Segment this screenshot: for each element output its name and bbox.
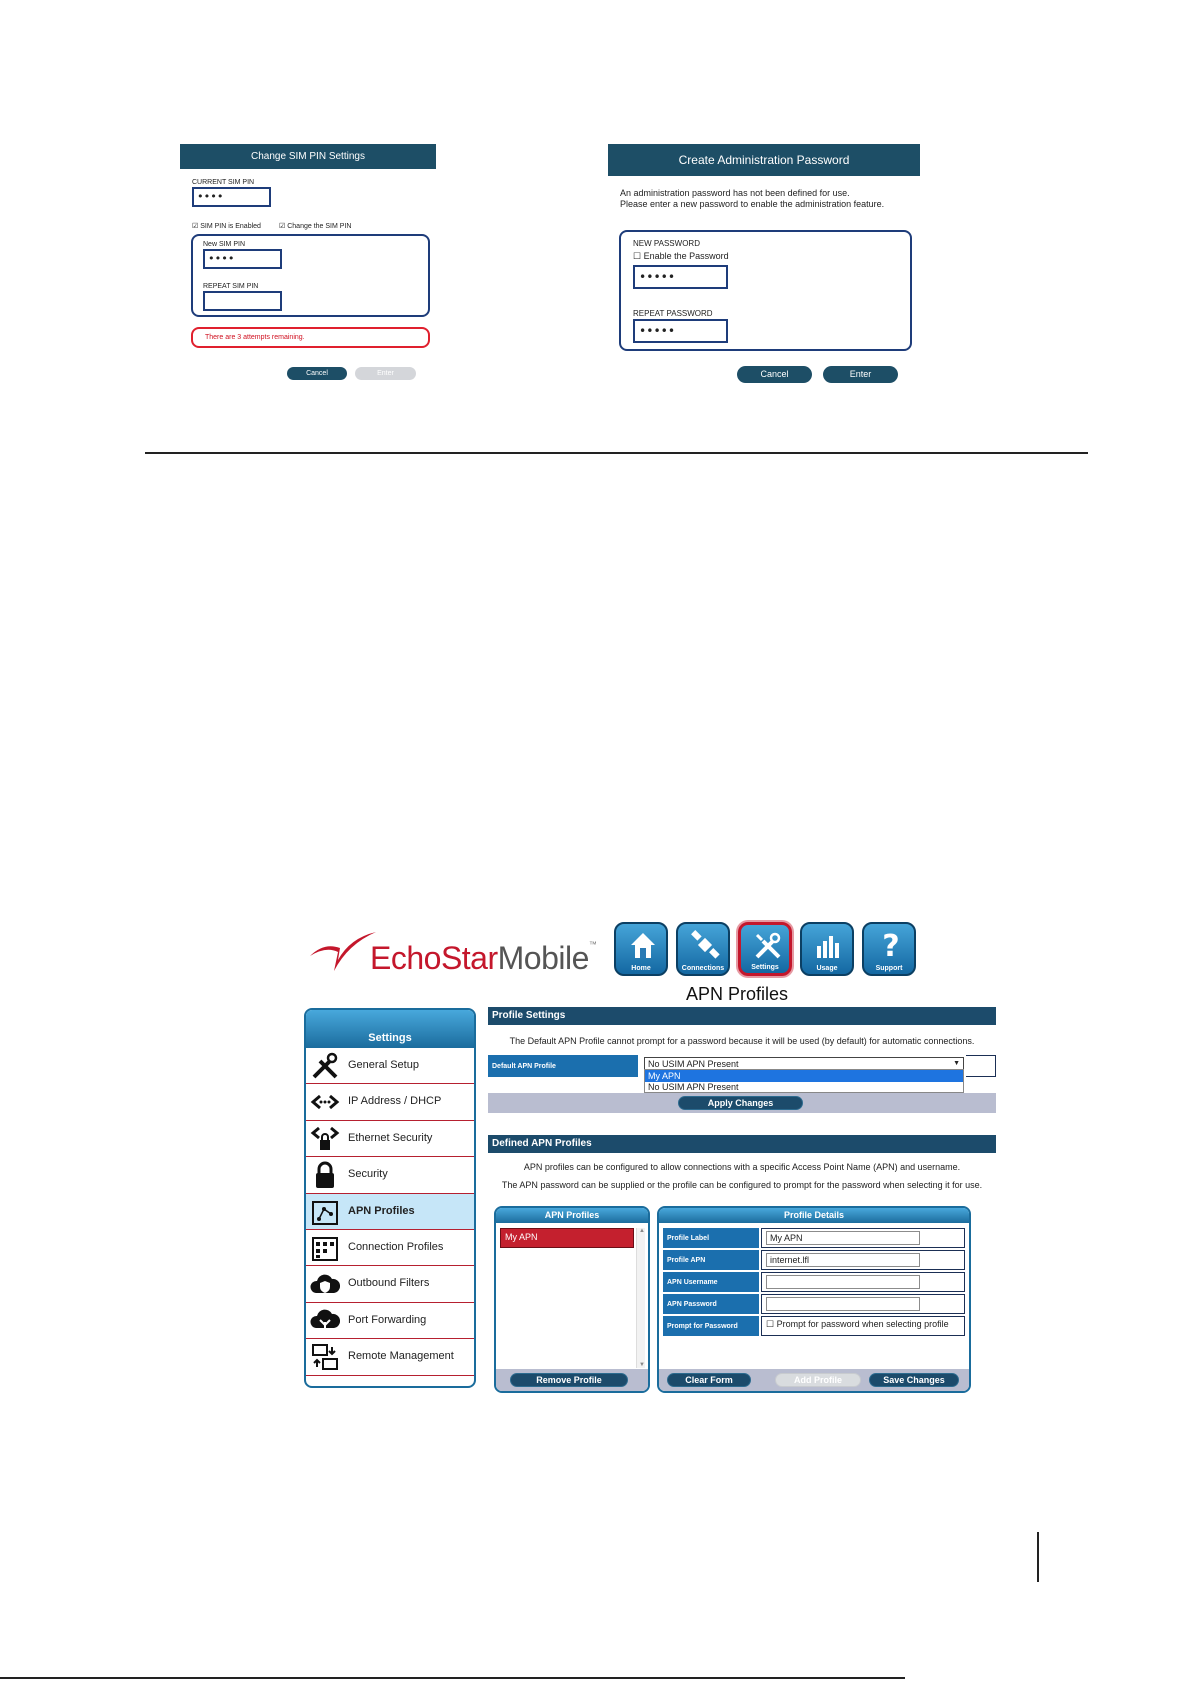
sim-pin-enabled-checkbox[interactable]: ☑ SIM PIN is Enabled xyxy=(192,223,261,230)
profile-apn-input[interactable]: internet.lfl xyxy=(766,1253,920,1267)
apn-password-row xyxy=(663,1294,965,1314)
sidebar-item-connection-profiles[interactable]: Connection Profiles xyxy=(306,1230,474,1266)
profile-label-input[interactable]: My APN xyxy=(766,1231,920,1245)
svg-text:?: ? xyxy=(882,930,900,960)
scroll-down-icon: ▼ xyxy=(639,1362,645,1368)
admin-password-dialog xyxy=(608,144,920,389)
defined-apn-header: Defined APN Profiles xyxy=(488,1135,996,1153)
apn-password-label: APN Password xyxy=(663,1294,759,1314)
sim-pin-dialog xyxy=(180,144,436,384)
footer-rule xyxy=(0,1677,905,1679)
prompt-password-label: Prompt for Password xyxy=(663,1316,759,1336)
repeat-password-field[interactable]: ••••• xyxy=(633,319,728,343)
profile-details-header: Profile Details xyxy=(659,1208,969,1223)
save-changes-button[interactable]: Save Changes xyxy=(869,1373,959,1387)
page-margin-mark xyxy=(1037,1532,1039,1582)
settings-sidebar xyxy=(304,1008,476,1388)
sidebar-item-remote-management[interactable]: Remote Management xyxy=(306,1339,474,1375)
profile-apn-row xyxy=(663,1250,965,1270)
select-box-outline xyxy=(966,1055,996,1077)
repeat-password-label: REPEAT PASSWORD xyxy=(633,309,713,318)
repeat-pin-field[interactable] xyxy=(203,291,282,311)
apply-changes-button[interactable]: Apply Changes xyxy=(678,1096,803,1110)
page-title: APN Profiles xyxy=(686,984,789,1004)
scroll-up-icon: ▲ xyxy=(639,1228,645,1234)
sidebar-item-apn-profiles[interactable]: APN Profiles xyxy=(306,1194,474,1230)
chevron-down-icon: ▼ xyxy=(953,1060,960,1067)
add-profile-button[interactable]: Add Profile xyxy=(775,1373,861,1387)
current-pin-label: CURRENT SIM PIN xyxy=(192,179,255,186)
sim-cancel-button[interactable]: Cancel xyxy=(287,367,347,380)
apn-username-input[interactable] xyxy=(766,1275,920,1289)
defined-note-2: The APN password can be supplied or the profile can be configured to prompt for the password when selecting it for use. xyxy=(501,1180,983,1190)
apn-password-input[interactable] xyxy=(766,1297,920,1311)
new-pin-field[interactable]: •••• xyxy=(203,249,282,269)
echostar-swoosh-icon xyxy=(308,926,378,974)
new-password-label: NEW PASSWORD xyxy=(633,239,700,248)
defined-note-1: APN profiles can be configured to allow connections with a specific Access Point Name (APN) and username. xyxy=(523,1162,961,1172)
admin-cancel-button[interactable]: Cancel xyxy=(737,366,812,383)
padlock-icon xyxy=(310,1160,340,1190)
usage-chart-icon xyxy=(814,930,844,960)
connection-profiles-icon xyxy=(310,1233,340,1263)
ethernet-lock-icon xyxy=(310,1124,340,1154)
admin-enter-button[interactable]: Enter xyxy=(823,366,898,383)
sim-enter-button[interactable]: Enter xyxy=(355,367,416,380)
nav-support-button[interactable]: ? Support xyxy=(862,922,916,976)
remove-profile-button[interactable]: Remove Profile xyxy=(510,1373,628,1387)
dropdown-option-no-usim[interactable]: No USIM APN Present xyxy=(648,1082,739,1092)
clear-form-button[interactable]: Clear Form xyxy=(667,1373,751,1387)
nav-home-button[interactable]: Home xyxy=(614,922,668,976)
sidebar-item-ethernet-security[interactable]: Ethernet Security xyxy=(306,1121,474,1157)
apn-list-scrollbar[interactable] xyxy=(636,1228,645,1368)
nav-settings-button[interactable]: Settings xyxy=(738,922,792,976)
apn-list-header: APN Profiles xyxy=(496,1208,648,1223)
apn-username-row xyxy=(663,1272,965,1292)
enable-password-checkbox[interactable]: ☐ Enable the Password xyxy=(633,251,729,261)
nav-usage-button[interactable]: Usage xyxy=(800,922,854,976)
profile-settings-note: The Default APN Profile cannot prompt for a password because it will be used (by default) for automatic connections. xyxy=(509,1036,975,1046)
tools-icon xyxy=(753,931,783,961)
cloud-shield-icon xyxy=(310,1269,340,1299)
apn-username-label: APN Username xyxy=(663,1272,759,1292)
sidebar-item-general-setup[interactable]: General Setup xyxy=(306,1048,474,1084)
brand-name: EchoStarMobile™ xyxy=(370,940,597,976)
new-pin-label: New SIM PIN xyxy=(203,241,246,248)
sidebar-item-ip-address[interactable]: IP Address / DHCP xyxy=(306,1084,474,1120)
admin-dialog-title: Create Administration Password xyxy=(608,144,920,176)
sim-pin-title: Change SIM PIN Settings xyxy=(180,144,436,169)
profile-apn-label: Profile APN xyxy=(663,1250,759,1270)
prompt-password-checkbox[interactable]: ☐ Prompt for password when selecting profile xyxy=(766,1319,949,1329)
remote-management-icon xyxy=(310,1342,340,1372)
sidebar-item-port-forwarding[interactable]: Port Forwarding xyxy=(306,1303,474,1339)
section-divider xyxy=(145,452,1088,454)
satellite-icon xyxy=(690,930,720,960)
profile-label-label: Profile Label xyxy=(663,1228,759,1248)
cloud-tree-icon xyxy=(310,1306,340,1336)
profile-details-panel xyxy=(657,1206,971,1393)
profile-label-row xyxy=(663,1228,965,1248)
apn-profiles-screenshot xyxy=(298,910,1000,1415)
apn-list-item[interactable]: My APN xyxy=(500,1228,634,1248)
sidebar-item-outbound-filters[interactable]: Outbound Filters xyxy=(306,1266,474,1302)
default-apn-dropdown xyxy=(644,1069,964,1093)
apn-calendar-icon xyxy=(310,1197,340,1227)
default-apn-label: Default APN Profile xyxy=(488,1055,638,1077)
prompt-password-row xyxy=(663,1316,965,1336)
home-icon xyxy=(628,930,658,960)
sidebar-title: Settings xyxy=(306,1010,474,1048)
admin-message-2: Please enter a new password to enable the administration feature. xyxy=(620,199,885,209)
nav-connections-button[interactable]: Connections xyxy=(676,922,730,976)
echostar-logo xyxy=(308,918,598,978)
sidebar-item-security[interactable]: Security xyxy=(306,1157,474,1193)
tools-icon xyxy=(310,1051,340,1081)
repeat-pin-label: REPEAT SIM PIN xyxy=(203,283,259,290)
change-sim-pin-checkbox[interactable]: ☑ Change the SIM PIN xyxy=(279,223,352,230)
question-icon xyxy=(876,930,906,960)
profile-settings-header: Profile Settings xyxy=(488,1007,996,1025)
dropdown-option-my-apn[interactable]: My APN xyxy=(645,1070,963,1082)
default-apn-select[interactable]: No USIM APN Present ▼ xyxy=(644,1057,964,1071)
admin-message-1: An administration password has not been defined for use. xyxy=(620,188,850,198)
attempts-warning: There are 3 attempts remaining. xyxy=(191,327,430,348)
new-password-field[interactable]: ••••• xyxy=(633,265,728,289)
apn-profiles-list-panel xyxy=(494,1206,650,1393)
network-arrows-icon xyxy=(310,1087,340,1117)
current-pin-field[interactable]: •••• xyxy=(192,187,271,207)
